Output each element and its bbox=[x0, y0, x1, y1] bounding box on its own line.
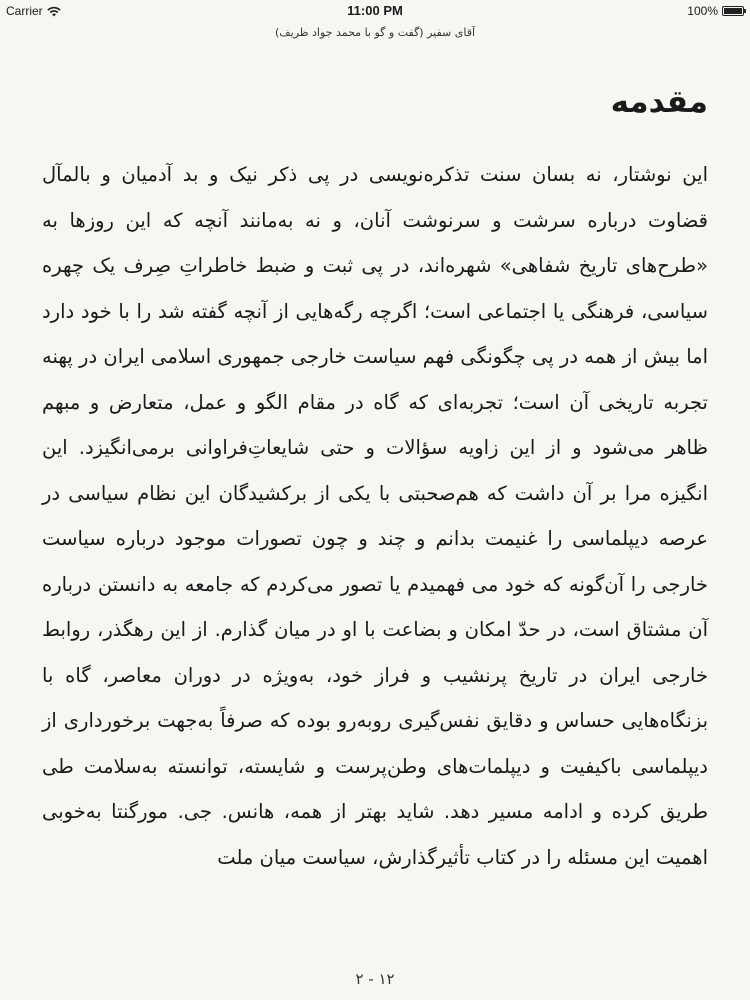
battery-fill bbox=[724, 8, 742, 14]
page-number: ۲ - ۱۲ bbox=[355, 970, 395, 988]
chapter-body-text[interactable]: این نوشتار، نه بسان سنت تذکره‌نویسی در پی ذکر نیک و بد آدمیان و بالمآل قضاوت درباره سرشت و سرنوشت آنان، و نه به‌مانند آنچه که این روزها به «طرح‌های تاریخ شفاهی» شهره‌اند، در پی ثبت و ضبط خاطراتِ صِرف یک چهره سیاسی، فرهنگی یا اجتماعی است؛ اگرچه رگه‌هایی از آنچه گفته شد را با خود دارد اما بیش از همه در پی چگونگی فهم سیاست خارجی جمهوری اسلامی ایران در پهنه تجربه تاریخی آن است؛ تجربه‌ای که گاه در مقام الگو و عمل، متعارض و مبهم ظاهر می‌شود و از این زاویه سؤالات و حتی شایعاتِ‌فراوانی برمی‌انگیزد. این انگیزه مرا بر آن داشت که هم‌صحبتی با یکی از برکشیدگان این نظام سیاسی در عرصه دیپلماسی را غنیمت بدانم و چند و چون تصورات موجود درباره سیاست خارجی را آن‌گونه که خود می فهمیدم یا تصور می‌کردم که جامعه به دانستن درباره آن مشتاق است، در حدّ امکان و بضاعت با او در میان گذارم. از این رهگذر، روابط خارجی ایران در تاریخ پرنشیب و فراز خود، به‌ویژه در دوران معاصر، گاه با بزنگاه‌هایی حساس و دقایق نفس‌گیری روبه‌رو بوده که صرفاً به‌جهت برخورداری از دیپلماسی باکیفیت و دیپلمات‌های وطن‌پرست و شایسته، توانسته به‌سلامت طی طریق کرده و ادامه مسیر دهد. شاید بهتر از همه، هانس. جی. مورگنتا به‌خوبی اهمیت این مسئله را در کتاب تأثیرگذارش، سیاست میان ملت bbox=[42, 163, 708, 869]
book-title: آقای سفیر (گفت و گو با محمد جواد ظریف) bbox=[274, 26, 476, 39]
chapter-heading: مقدمه bbox=[610, 84, 708, 120]
status-right bbox=[687, 4, 744, 18]
battery-percent: 100% bbox=[687, 4, 718, 18]
status-bar bbox=[0, 0, 750, 22]
reader-content[interactable] bbox=[42, 80, 708, 880]
status-time: 11:00 PM bbox=[347, 3, 403, 18]
carrier-label: Carrier bbox=[6, 4, 43, 18]
battery-icon bbox=[722, 6, 744, 16]
